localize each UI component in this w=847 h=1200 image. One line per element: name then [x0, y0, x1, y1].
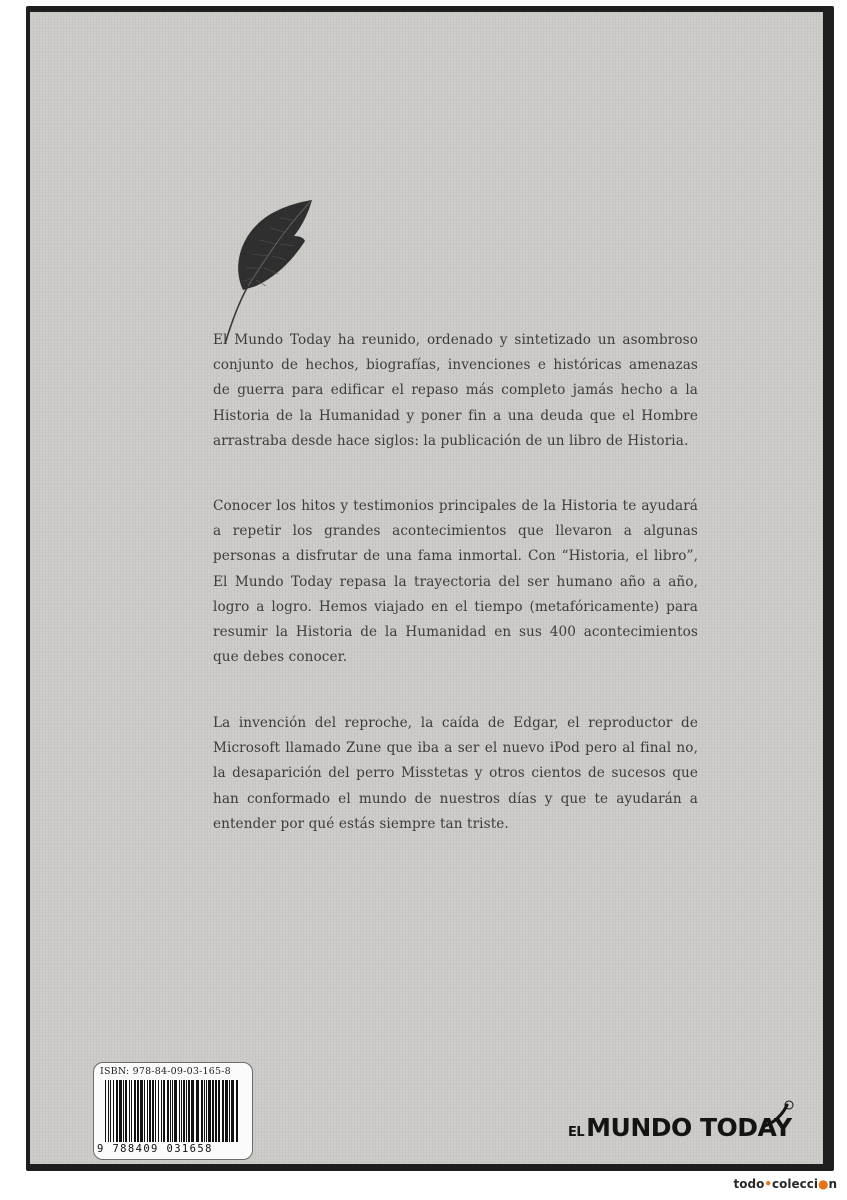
- watermark: [734, 1177, 837, 1191]
- watermark-dot: •: [764, 1177, 773, 1191]
- blurb-paragraph-2: Conocer los hitos y testimonios principales de la Historia te ayudará a repetir los grandes acontecimientos que llevaron a algunas personas a disfrutar de una fama inmortal. Con “Historia, el libro”, El Mundo Today repasa la trayectoria del ser humano año a año, logro a logro. Hemos viajado en el tiempo (metafóricamente) para resumir la Historia de la Humanidad en sus 400 acontecimientos que debes conocer.: [213, 498, 698, 666]
- swoosh-icon: [761, 1100, 797, 1130]
- logo-name: MUNDO TODAY: [586, 1113, 792, 1142]
- quill-feather-icon: [222, 198, 314, 346]
- isbn-barcode-panel: [93, 1062, 253, 1160]
- barcode-digits: 9 788409 031658: [97, 1143, 213, 1155]
- blurb-paragraph-1: El Mundo Today ha reunido, ordenado y sintetizado un asombroso conjunto de hechos, biografías, invenciones e históricas amenazas de guerra para edificar el repaso más completo jamás hecho a la Historia de la Humanidad y poner fin a una deuda que el Hombre arrastraba desde hace siglos: la publicación de un libro de Historia.: [213, 332, 698, 449]
- watermark-text-post: colecci: [772, 1177, 818, 1191]
- barcode-icon: [103, 1080, 243, 1142]
- watermark-o-icon: ●: [817, 1177, 829, 1191]
- logo-prefix: EL: [568, 1125, 585, 1140]
- watermark-text-tail: n: [828, 1177, 837, 1191]
- publisher-logo: [568, 1113, 792, 1142]
- isbn-label: ISBN: 978-84-09-03-165-8: [100, 1066, 231, 1077]
- watermark-text-pre: todo: [733, 1177, 765, 1191]
- blurb-paragraph-3: La invención del reproche, la caída de Edgar, el reproductor de Microsoft llamado Zune que iba a ser el nuevo iPod pero al final no, la desaparición del perro Misstetas y otros cientos de sucesos que han conformado el mundo de nuestros días y que te ayudarán a entender por qué estás siempre tan triste.: [213, 715, 698, 832]
